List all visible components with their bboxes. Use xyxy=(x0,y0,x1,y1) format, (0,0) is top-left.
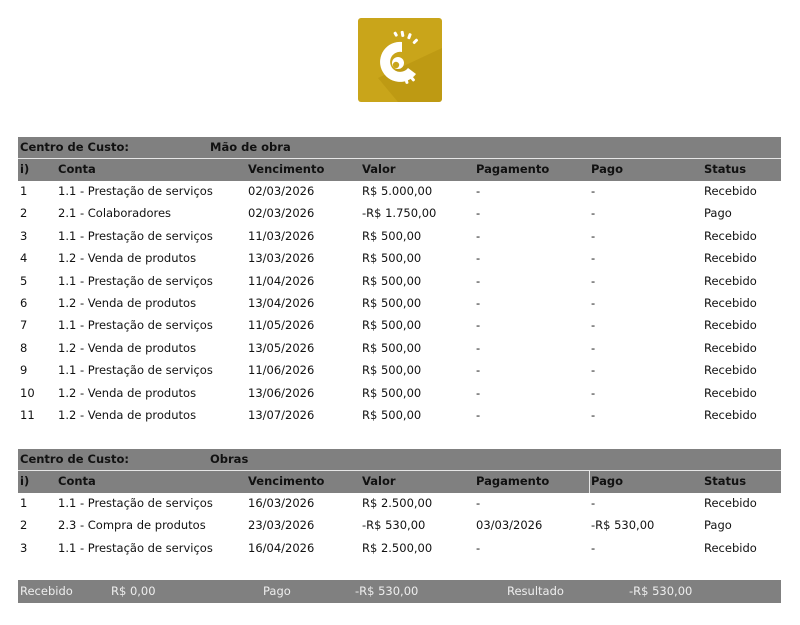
cell-amount: R$ 500,00 xyxy=(362,318,422,333)
cell-payment-date: - xyxy=(476,318,481,333)
column-header-status: Status xyxy=(704,474,747,488)
cell-due-date: 13/05/2026 xyxy=(248,340,315,355)
cell-status: Recebido xyxy=(704,340,757,355)
cell-index: 4 xyxy=(20,251,28,266)
cell-index: 7 xyxy=(20,318,28,333)
cell-due-date: 11/03/2026 xyxy=(248,228,315,243)
column-header-row xyxy=(18,158,781,181)
cell-paid: - xyxy=(591,340,596,355)
cell-amount: R$ 2.500,00 xyxy=(362,496,433,510)
cost-center-name: Mão de obra xyxy=(210,140,291,154)
cell-paid: - xyxy=(591,496,596,510)
column-header-account: Conta xyxy=(58,162,96,176)
table-row xyxy=(18,493,781,515)
result-label: Resultado xyxy=(507,584,564,598)
app-logo-icon xyxy=(358,18,442,102)
cell-due-date: 13/06/2026 xyxy=(248,385,315,400)
cell-amount: R$ 500,00 xyxy=(362,363,422,378)
table-row xyxy=(18,360,781,382)
cell-index: 3 xyxy=(20,540,28,555)
cell-paid: - xyxy=(591,295,596,310)
column-header-account: Conta xyxy=(58,474,96,488)
cell-payment-date: - xyxy=(476,407,481,422)
cell-payment-date: - xyxy=(476,496,481,510)
column-header-index: i) xyxy=(20,162,30,176)
cell-paid: - xyxy=(591,273,596,288)
cell-due-date: 02/03/2026 xyxy=(248,206,315,221)
cell-paid: - xyxy=(591,251,596,266)
cell-status: Recebido xyxy=(704,251,757,266)
cell-paid: - xyxy=(591,363,596,378)
cost-center-label: Centro de Custo: xyxy=(20,140,130,154)
table-row xyxy=(18,293,781,315)
cost-center-header xyxy=(18,449,781,470)
cell-payment-date: - xyxy=(476,251,481,266)
cell-index: 1 xyxy=(20,496,28,510)
result-value: -R$ 530,00 xyxy=(629,584,693,598)
cell-index: 8 xyxy=(20,340,28,355)
column-divider xyxy=(589,471,590,493)
cell-payment-date: - xyxy=(476,340,481,355)
cell-payment-date: - xyxy=(476,540,481,555)
table-row xyxy=(18,538,781,560)
column-header-due-date: Vencimento xyxy=(248,474,325,488)
cell-status: Recebido xyxy=(704,295,757,310)
cell-index: 3 xyxy=(20,228,28,243)
cell-index: 1 xyxy=(20,184,28,198)
summary-footer xyxy=(18,580,781,603)
column-header-amount: Valor xyxy=(362,162,396,176)
column-header-index: i) xyxy=(20,474,30,488)
cell-account: 1.1 - Prestação de serviços xyxy=(58,496,213,510)
column-header-payment-date: Pagamento xyxy=(476,162,550,176)
cell-paid: - xyxy=(591,318,596,333)
table-row xyxy=(18,181,781,203)
cell-status: Recebido xyxy=(704,228,757,243)
cell-index: 10 xyxy=(20,385,35,400)
cell-payment-date: - xyxy=(476,184,481,198)
table-row xyxy=(18,248,781,270)
cell-amount: R$ 5.000,00 xyxy=(362,184,433,198)
cell-index: 5 xyxy=(20,273,28,288)
cell-due-date: 13/07/2026 xyxy=(248,407,315,422)
cell-payment-date: - xyxy=(476,206,481,221)
cost-center-header xyxy=(18,137,781,158)
cell-paid: - xyxy=(591,540,596,555)
cell-status: Recebido xyxy=(704,407,757,422)
column-header-status: Status xyxy=(704,162,747,176)
cell-paid: - xyxy=(591,184,596,198)
cell-payment-date: - xyxy=(476,273,481,288)
cell-status: Recebido xyxy=(704,273,757,288)
table-row xyxy=(18,383,781,405)
cell-index: 2 xyxy=(20,518,28,533)
paid-value: -R$ 530,00 xyxy=(355,584,419,598)
cell-index: 11 xyxy=(20,407,35,422)
table-row xyxy=(18,226,781,248)
cell-status: Recebido xyxy=(704,184,757,198)
cell-account: 1.2 - Venda de produtos xyxy=(58,407,197,422)
cell-payment-date: - xyxy=(476,385,481,400)
cell-index: 2 xyxy=(20,206,28,221)
column-header-payment-date: Pagamento xyxy=(476,474,550,488)
cell-amount: -R$ 530,00 xyxy=(362,518,426,533)
column-header-due-date: Vencimento xyxy=(248,162,325,176)
cell-account: 2.3 - Compra de produtos xyxy=(58,518,206,533)
cell-payment-date: 03/03/2026 xyxy=(476,518,543,533)
cell-amount: R$ 2.500,00 xyxy=(362,540,433,555)
cell-status: Pago xyxy=(704,518,732,533)
cell-account: 1.1 - Prestação de serviços xyxy=(58,273,213,288)
cell-due-date: 23/03/2026 xyxy=(248,518,315,533)
cell-due-date: 02/03/2026 xyxy=(248,184,315,198)
cost-center-section xyxy=(18,449,781,560)
cell-paid: - xyxy=(591,385,596,400)
cell-paid: - xyxy=(591,407,596,422)
table-row xyxy=(18,271,781,293)
cell-status: Recebido xyxy=(704,385,757,400)
cell-amount: -R$ 1.750,00 xyxy=(362,206,437,221)
cell-amount: R$ 500,00 xyxy=(362,228,422,243)
cell-payment-date: - xyxy=(476,295,481,310)
cell-amount: R$ 500,00 xyxy=(362,407,422,422)
cell-index: 9 xyxy=(20,363,28,378)
cell-status: Recebido xyxy=(704,540,757,555)
cell-paid: - xyxy=(591,228,596,243)
cell-account: 1.1 - Prestação de serviços xyxy=(58,318,213,333)
cell-payment-date: - xyxy=(476,228,481,243)
cell-status: Recebido xyxy=(704,318,757,333)
cell-account: 1.2 - Venda de produtos xyxy=(58,385,197,400)
cell-due-date: 11/06/2026 xyxy=(248,363,315,378)
column-header-row xyxy=(18,470,781,493)
cell-due-date: 13/03/2026 xyxy=(248,251,315,266)
cell-due-date: 16/03/2026 xyxy=(248,496,315,510)
cell-amount: R$ 500,00 xyxy=(362,295,422,310)
table-row xyxy=(18,515,781,537)
received-value: R$ 0,00 xyxy=(111,584,156,598)
column-header-amount: Valor xyxy=(362,474,396,488)
cell-account: 2.1 - Colaboradores xyxy=(58,206,172,221)
cell-paid: -R$ 530,00 xyxy=(591,518,655,533)
table-row xyxy=(18,405,781,427)
cell-status: Recebido xyxy=(704,363,757,378)
cell-account: 1.1 - Prestação de serviços xyxy=(58,540,213,555)
cell-amount: R$ 500,00 xyxy=(362,340,422,355)
column-header-paid: Pago xyxy=(591,162,624,176)
cell-due-date: 11/04/2026 xyxy=(248,273,315,288)
cell-amount: R$ 500,00 xyxy=(362,251,422,266)
cost-center-label: Centro de Custo: xyxy=(20,452,130,466)
cell-status: Pago xyxy=(704,206,732,221)
cell-account: 1.1 - Prestação de serviços xyxy=(58,228,213,243)
cell-payment-date: - xyxy=(476,363,481,378)
column-header-paid: Pago xyxy=(591,474,624,488)
cell-account: 1.1 - Prestação de serviços xyxy=(58,363,213,378)
table-row xyxy=(18,203,781,225)
cell-index: 6 xyxy=(20,295,28,310)
cell-amount: R$ 500,00 xyxy=(362,385,422,400)
cell-account: 1.1 - Prestação de serviços xyxy=(58,184,213,198)
cost-center-section xyxy=(18,137,781,427)
table-row xyxy=(18,338,781,360)
cost-center-name: Obras xyxy=(210,452,249,466)
cell-due-date: 13/04/2026 xyxy=(248,295,315,310)
cell-account: 1.2 - Venda de produtos xyxy=(58,340,197,355)
cell-due-date: 16/04/2026 xyxy=(248,540,315,555)
cell-account: 1.2 - Venda de produtos xyxy=(58,295,197,310)
cell-status: Recebido xyxy=(704,496,757,510)
table-row xyxy=(18,315,781,337)
received-label: Recebido xyxy=(20,584,73,598)
cell-amount: R$ 500,00 xyxy=(362,273,422,288)
paid-label: Pago xyxy=(263,584,291,598)
cell-due-date: 11/05/2026 xyxy=(248,318,315,333)
cell-account: 1.2 - Venda de produtos xyxy=(58,251,197,266)
cell-paid: - xyxy=(591,206,596,221)
